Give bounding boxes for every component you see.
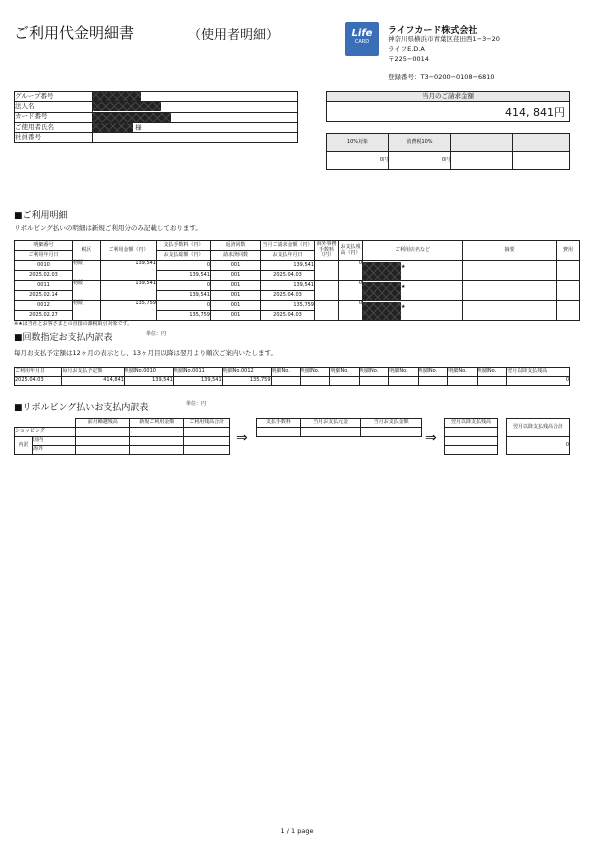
tax-blank-4 bbox=[513, 152, 570, 170]
schedule-cell: 414,841 bbox=[62, 377, 125, 386]
row-fee: 0 bbox=[157, 301, 211, 311]
registration-number: 登録番号：T3−0200−0108−6810 bbox=[388, 73, 495, 81]
billing-table bbox=[326, 91, 570, 122]
row-date: 2025.02.14 bbox=[15, 291, 73, 301]
header-balance: お支払残高（円） bbox=[339, 241, 363, 261]
schedule-cell bbox=[418, 377, 447, 386]
amount-value: 414, 841 bbox=[505, 105, 554, 119]
revolving-left-table bbox=[14, 418, 230, 455]
schedule-cell: 135,759 bbox=[222, 377, 271, 386]
schedule-cell bbox=[271, 377, 300, 386]
header-store: ご利用店名など bbox=[363, 241, 463, 261]
cell bbox=[445, 428, 498, 437]
tax-blank-1 bbox=[451, 134, 513, 152]
tax-value-2: 0円 bbox=[389, 152, 451, 170]
row-date: 2025.02.03 bbox=[15, 271, 73, 281]
row-amount: 139,541 bbox=[101, 261, 157, 281]
header-tax: 税区 bbox=[73, 241, 101, 261]
row-cost bbox=[557, 261, 580, 281]
header-overseas-fee: 海外事務手数料（円） bbox=[315, 241, 339, 261]
cell bbox=[257, 428, 301, 437]
user-label: ご使用者氏名 bbox=[15, 122, 93, 132]
schedule-unit: 単位：円 bbox=[146, 331, 167, 337]
schedule-header: 明細No. bbox=[418, 368, 447, 377]
company-address: 神奈川県横浜市青葉区荏田西1−3−20 bbox=[388, 35, 500, 43]
schedule-header: 明細No. bbox=[301, 368, 330, 377]
table-row bbox=[15, 301, 580, 311]
redacted-mark bbox=[363, 271, 401, 280]
group-value bbox=[93, 92, 298, 102]
revolving-heading: ■リボルビング払いお支払内訳表 bbox=[14, 403, 149, 413]
schedule-cell: 0 bbox=[507, 377, 570, 386]
cell bbox=[130, 428, 184, 437]
document-title: ご利用代金明細書 bbox=[14, 24, 135, 42]
row-billed: 139,541 bbox=[261, 281, 315, 291]
row-balance: 0 bbox=[339, 261, 363, 281]
cell bbox=[184, 428, 230, 437]
next-total-value: 0 bbox=[507, 437, 570, 455]
schedule-cell: 2025.04.03 bbox=[15, 377, 62, 386]
company-logo: Life CARD bbox=[345, 22, 379, 56]
schedule-cell bbox=[359, 377, 388, 386]
redacted-mark bbox=[363, 311, 401, 320]
revolving-unit: 単位：円 bbox=[186, 401, 207, 407]
row-cost bbox=[557, 281, 580, 301]
breakdown-label: 内訳 bbox=[15, 437, 33, 455]
cell bbox=[76, 428, 130, 437]
tax-label-2: 消費税10% bbox=[389, 134, 451, 152]
cell bbox=[76, 437, 130, 446]
cell bbox=[76, 446, 130, 455]
schedule-cell bbox=[389, 377, 418, 386]
schedule-header: 明細No. bbox=[271, 368, 300, 377]
user-value bbox=[93, 122, 298, 132]
card-label: カード番号 bbox=[15, 112, 93, 122]
overseas-label: 海外 bbox=[33, 446, 76, 455]
row-billed: 135,759 bbox=[261, 301, 315, 311]
row-summary bbox=[463, 261, 557, 281]
row-billed: 139,541 bbox=[261, 261, 315, 271]
cell bbox=[445, 446, 498, 455]
header-billed: 当月ご請求金額（円） bbox=[261, 241, 315, 251]
amount-unit: 円 bbox=[554, 105, 565, 119]
row-times: 001 bbox=[211, 281, 261, 291]
header-summary: 摘要 bbox=[463, 241, 557, 261]
billing-label: 当月のご請求金額 bbox=[327, 92, 570, 102]
row-store: ★ bbox=[363, 281, 463, 301]
schedule-note: 毎月お支払予定額は12ヶ月の表示とし、13ヶ月目以降は翌月より順次ご案内いたします。 bbox=[14, 349, 278, 357]
row-balance: 0 bbox=[339, 301, 363, 321]
header-times: 返済回数 bbox=[211, 241, 261, 251]
header-paydate: お支払年月日 bbox=[261, 251, 315, 261]
group-label: グループ番号 bbox=[15, 92, 93, 102]
header-payment: 当月お支払金額 bbox=[361, 419, 422, 428]
arrow-icon: ⇒ bbox=[236, 430, 248, 446]
row-paid: 001 bbox=[211, 311, 261, 321]
table-row bbox=[15, 261, 580, 271]
cell bbox=[184, 437, 230, 446]
row-total: 139,541 bbox=[157, 271, 211, 281]
row-overseas-fee bbox=[315, 301, 339, 321]
schedule-header: 明細No. bbox=[477, 368, 506, 377]
row-total: 139,541 bbox=[157, 291, 211, 301]
recipient-name: ライフE.D.A bbox=[388, 45, 425, 53]
header-next-total: 翌月以降支払残高合計 bbox=[507, 419, 570, 437]
cell bbox=[300, 428, 361, 437]
billing-amount bbox=[327, 102, 570, 122]
row-amount: 135,759 bbox=[101, 301, 157, 321]
corp-value bbox=[93, 102, 298, 112]
header-principal: 当月お支払元金 bbox=[300, 419, 361, 428]
row-summary bbox=[463, 281, 557, 301]
usage-footnote: ※★は当社とお客さまとの直接の課税取引対象です。 bbox=[14, 321, 133, 327]
cell bbox=[130, 446, 184, 455]
shopping-label: ショッピング bbox=[15, 428, 76, 437]
row-fee: 0 bbox=[157, 281, 211, 291]
cell bbox=[130, 437, 184, 446]
row-total: 135,759 bbox=[157, 311, 211, 321]
row-tax: 物販 bbox=[73, 261, 101, 281]
document-subtitle: （使用者明細） bbox=[188, 28, 280, 43]
schedule-header: 翌月以降支払残高 bbox=[507, 368, 570, 377]
header-total: お支払総額（円） bbox=[157, 251, 211, 261]
blank-corner bbox=[15, 419, 76, 428]
header-prev: 前月繰越残高 bbox=[76, 419, 130, 428]
arrow-icon: ⇒ bbox=[425, 430, 437, 446]
tax-table bbox=[326, 133, 570, 170]
header-fee: 支払手数料 bbox=[257, 419, 301, 428]
schedule-table bbox=[14, 367, 570, 386]
row-paid: 001 bbox=[211, 291, 261, 301]
usage-table bbox=[14, 240, 580, 321]
tax-label-1: 10%対象 bbox=[327, 134, 389, 152]
row-overseas-fee bbox=[315, 281, 339, 301]
row-tax: 物販 bbox=[73, 301, 101, 321]
schedule-header: 毎月お支払予定額 bbox=[62, 368, 125, 377]
redacted-mark bbox=[93, 102, 161, 111]
card-value bbox=[93, 112, 298, 122]
header-next: 翌月以降支払残高 bbox=[445, 419, 498, 428]
row-balance: 0 bbox=[339, 281, 363, 301]
row-no: 0012 bbox=[15, 301, 73, 311]
schedule-header: 明細No.0012 bbox=[222, 368, 271, 377]
domestic-label: 国内 bbox=[33, 437, 76, 446]
schedule-header: 明細No. bbox=[389, 368, 418, 377]
honorific: 様 bbox=[135, 123, 142, 132]
row-paydate: 2025.04.03 bbox=[261, 311, 315, 321]
redacted-mark bbox=[93, 113, 171, 122]
row-overseas-fee bbox=[315, 261, 339, 281]
schedule-header: 明細No. bbox=[359, 368, 388, 377]
redacted-mark bbox=[93, 123, 133, 132]
usage-note: リボルビング払いの明細は新規ご利用分のみ記載しております。 bbox=[14, 224, 202, 232]
schedule-cell bbox=[477, 377, 506, 386]
schedule-cell: 139,541 bbox=[173, 377, 222, 386]
cell bbox=[184, 446, 230, 455]
redacted-mark bbox=[363, 291, 401, 300]
row-paid: 001 bbox=[211, 271, 261, 281]
schedule-header: ご利用年月日 bbox=[15, 368, 62, 377]
header-paid: 請求済回数 bbox=[211, 251, 261, 261]
row-store: ★ bbox=[363, 261, 463, 281]
header-fee: 支払手数料（円） bbox=[157, 241, 211, 251]
corp-label: 法人名 bbox=[15, 102, 93, 112]
row-tax: 物販 bbox=[73, 281, 101, 301]
row-no: 0010 bbox=[15, 261, 73, 271]
header-total: ご利用残高合計 bbox=[184, 419, 230, 428]
revolving-mid-table bbox=[256, 418, 422, 437]
cell bbox=[361, 428, 422, 437]
schedule-cell bbox=[330, 377, 359, 386]
header-amount: ご利用金額（円） bbox=[101, 241, 157, 261]
row-times: 001 bbox=[211, 301, 261, 311]
row-paydate: 2025.04.03 bbox=[261, 271, 315, 281]
employee-label: 社員番号 bbox=[15, 133, 93, 143]
schedule-header: 明細No.0010 bbox=[124, 368, 173, 377]
schedule-header: 明細No. bbox=[330, 368, 359, 377]
row-no: 0011 bbox=[15, 281, 73, 291]
schedule-cell bbox=[448, 377, 477, 386]
row-summary bbox=[463, 301, 557, 321]
row-fee: 0 bbox=[157, 261, 211, 271]
schedule-header: 明細No. bbox=[448, 368, 477, 377]
row-times: 001 bbox=[211, 261, 261, 271]
cell bbox=[445, 437, 498, 446]
header-date: ご利用年月日 bbox=[15, 251, 73, 261]
revolving-next-table bbox=[444, 418, 498, 455]
schedule-cell: 139,541 bbox=[124, 377, 173, 386]
row-paydate: 2025.04.03 bbox=[261, 291, 315, 301]
tax-blank-2 bbox=[513, 134, 570, 152]
redacted-mark bbox=[363, 262, 401, 271]
row-cost bbox=[557, 301, 580, 321]
schedule-cell bbox=[301, 377, 330, 386]
schedule-header: 明細No.0011 bbox=[173, 368, 222, 377]
header-cost: 費用 bbox=[557, 241, 580, 261]
tax-value-1: 0円 bbox=[327, 152, 389, 170]
customer-info-table bbox=[14, 91, 298, 143]
postal-code: 〒225−0014 bbox=[388, 55, 429, 63]
page-number: 1 / 1 page bbox=[280, 827, 314, 835]
row-date: 2025.02.27 bbox=[15, 311, 73, 321]
tax-blank-3 bbox=[451, 152, 513, 170]
redacted-mark bbox=[363, 302, 401, 311]
usage-heading: ■ご利用明細 bbox=[14, 211, 68, 221]
employee-value bbox=[93, 133, 298, 143]
redacted-mark bbox=[363, 282, 401, 291]
row-store: ★ bbox=[363, 301, 463, 321]
header-no: 明細番号 bbox=[15, 241, 73, 251]
redacted-mark bbox=[93, 92, 141, 101]
header-new: 新規ご利用金額 bbox=[130, 419, 184, 428]
table-row bbox=[15, 281, 580, 291]
row-amount: 139,541 bbox=[101, 281, 157, 301]
schedule-heading: ■回数指定お支払内訳表 bbox=[14, 333, 113, 343]
company-name: ライフカード株式会社 bbox=[388, 26, 478, 36]
revolving-total-table bbox=[506, 418, 570, 455]
